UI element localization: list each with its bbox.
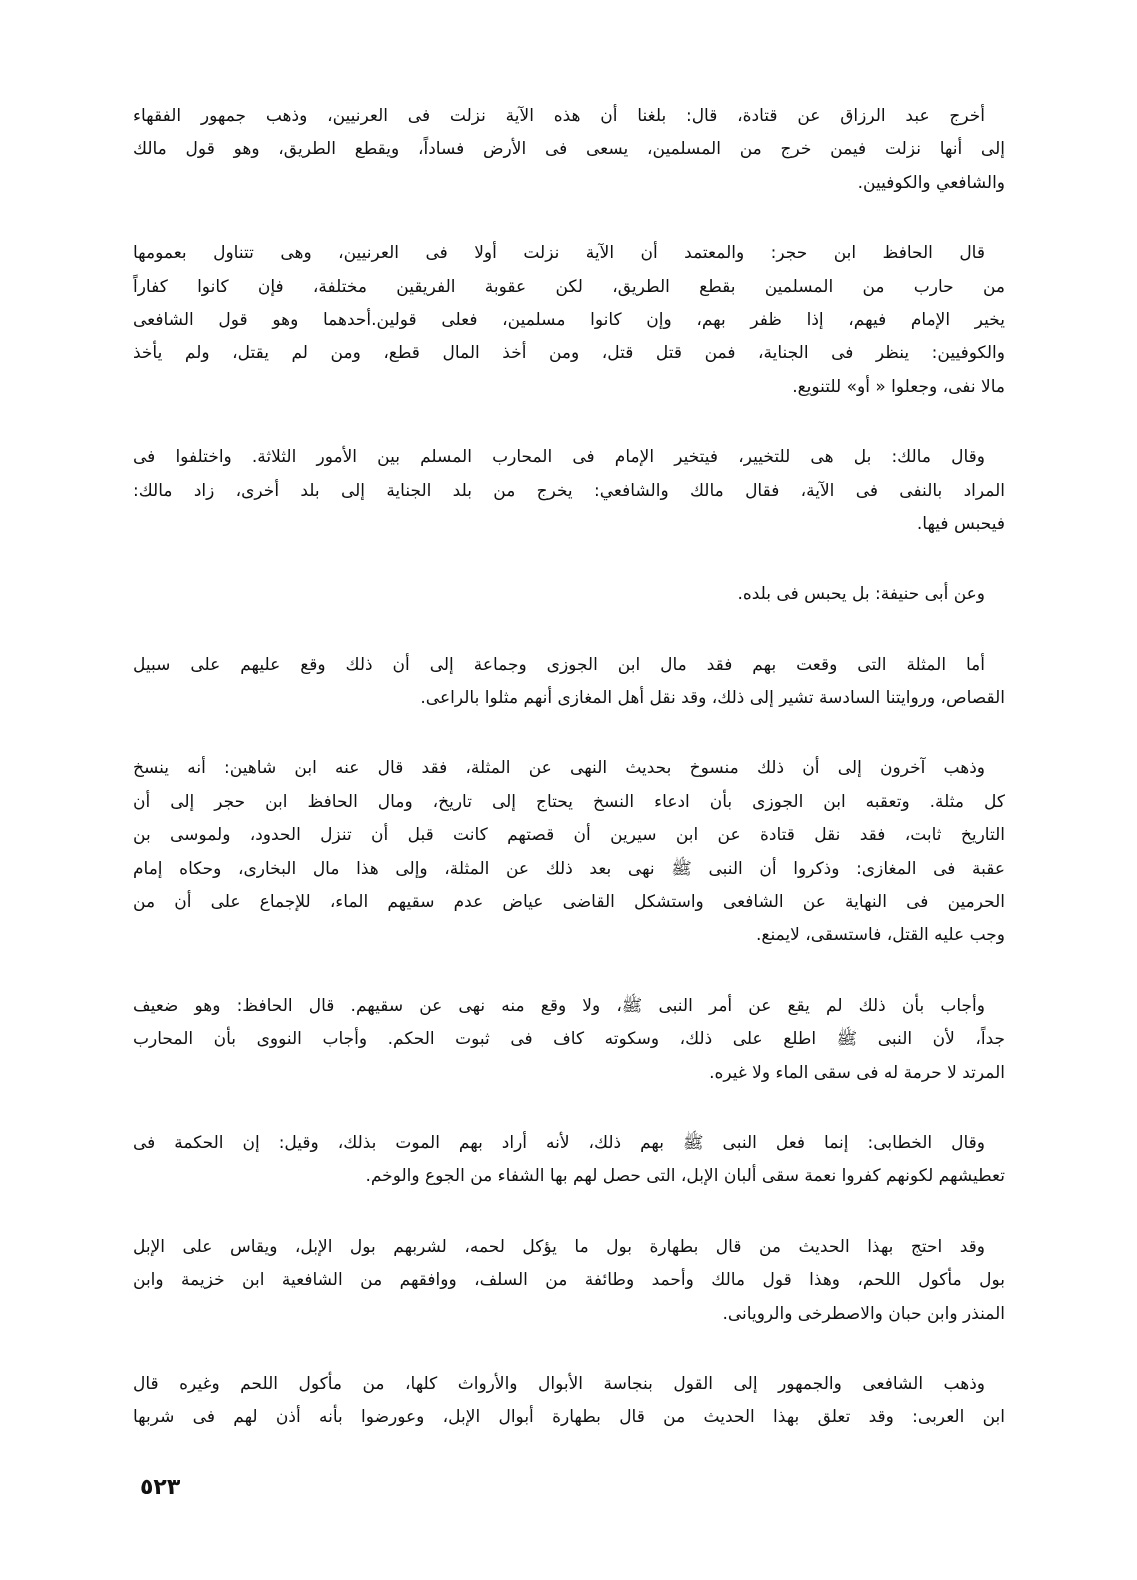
text-line: أما المثلة التى وقعت بهم فقد مال ابن الجوزى وجماعة إلى أن ذلك وقع عليهم على سبيل <box>133 654 985 675</box>
text-line: تعطيشهم لكونهم كفروا نعمة سقى ألبان الإبل، التى حصل لهم بها الشفاء من الجوع والوخم. <box>365 1166 1005 1187</box>
text-line: المرتد لا حرمة له فى سقى الماء ولا غيره. <box>709 1062 1005 1083</box>
text-line: جداً، لأن النبى ﷺ اطلع على ذلك، وسكوته كاف فى ثبوت الحكم. وأجاب النووى بأن المحارب <box>133 1029 1005 1050</box>
text-line: وذهب آخرون إلى أن ذلك منسوخ بحديث النهى عن المثلة، فقد قال عنه ابن شاهين: أنه ينسخ <box>133 758 985 779</box>
text-line: الحرمين فى النهاية عن الشافعى واستشكل القاضى عياض عدم سقيهم الماء، للإجماع على أن من <box>133 892 1005 913</box>
paragraph <box>133 1368 1005 1435</box>
text-line: أخرج عبد الرزاق عن قتادة، قال: بلغنا أن هذه الآية نزلت فى العرنيين، وذهب جمهور الفقهاء <box>133 106 985 126</box>
paragraph <box>133 1231 1005 1331</box>
text-line: كل مثلة. وتعقبه ابن الجوزى بأن ادعاء النسخ يحتاج إلى تاريخ، ومال الحافظ ابن حجر إلى أن <box>133 791 1005 812</box>
page-body <box>133 100 1005 1472</box>
paragraph <box>133 578 1005 611</box>
text-line: القصاص، وروايتنا السادسة تشير إلى ذلك، وقد نقل أهل المغازى أنهم مثلوا بالراعى. <box>420 688 1005 709</box>
text-line: فيحبس فيها. <box>916 513 1005 534</box>
paragraph <box>133 100 1005 200</box>
text-line: وجب عليه القتل، فاستسقى، لايمنع. <box>756 925 1005 946</box>
paragraph <box>133 990 1005 1090</box>
text-line: المنذر وابن حبان والاصطرخى والرويانى. <box>722 1303 1005 1324</box>
text-line: والكوفيين: ينظر فى الجناية، فمن قتل قتل، ومن أخذ المال قطع، ومن لم يقتل، ولم يأخذ <box>133 343 1005 364</box>
text-line: وأجاب بأن ذلك لم يقع عن أمر النبى ﷺ، ولا وقع منه نهى عن سقيهم. قال الحافظ: وهو ضعيف <box>133 995 985 1016</box>
text-line: التاريخ ثابت، فقد نقل قتادة عن ابن سيرين أن قصتهم كانت قبل أن تنزل الحدود، ولموسى بن <box>133 825 1005 846</box>
text-line: وعن أبى حنيفة: بل يحبس فى بلده. <box>737 584 985 605</box>
paragraph <box>133 649 1005 716</box>
page-number: ٥٢٣ <box>140 1475 181 1500</box>
text-line: يخير الإمام فيهم، إذا ظفر بهم، وإن كانوا مسلمين، فعلى قولين.أحدهما وهو قول الشافعى <box>133 309 1005 330</box>
text-line: وقد احتج بهذا الحديث من قال بطهارة بول ما يؤكل لحمه، لشربهم بول الإبل، ويقاس على الإبل <box>133 1236 985 1257</box>
text-line: وقال الخطابى: إنما فعل النبى ﷺ بهم ذلك، لأنه أراد بهم الموت بذلك، وقيل: إن الحكمة فى <box>133 1132 985 1153</box>
text-line: ابن العربى: وقد تعلق بهذا الحديث من قال بطهارة أبوال الإبل، وعورضوا بأنه أذن لهم فى شربها <box>133 1407 1005 1428</box>
paragraph <box>133 237 1005 404</box>
text-line: إلى أنها نزلت فيمن خرج من المسلمين، يسعى فى الأرض فساداً، ويقطع الطريق، وهو قول مالك <box>133 139 1005 160</box>
text-line: والشافعي والكوفيين. <box>857 172 1005 193</box>
text-line: مالا نفى، وجعلوا « أو» للتنويع. <box>792 376 1005 397</box>
text-line: من حارب من المسلمين بقطع الطريق، لكن عقوبة الفريقين مختلفة، فإن كانوا كفاراً <box>133 276 1005 297</box>
text-line: وقال مالك: بل هى للتخيير، فيتخير الإمام فى المحارب المسلم بين الأمور الثلاثة. واختلفوا فى <box>133 447 985 468</box>
text-line: وذهب الشافعى والجمهور إلى القول بنجاسة الأبوال والأرواث كلها، من مأكول اللحم وغيره قال <box>133 1373 985 1394</box>
paragraph <box>133 1127 1005 1194</box>
text-line: بول مأكول اللحم، وهذا قول مالك وأحمد وطائفة من السلف، ووافقهم من الشافعية ابن خزيمة وابن <box>133 1270 1005 1291</box>
text-line: المراد بالنفى فى الآية، فقال مالك والشافعي: يخرج من بلد الجناية إلى بلد أخرى، زاد مالك: <box>133 480 1005 501</box>
text-line: عقبة فى المغازى: وذكروا أن النبى ﷺ نهى بعد ذلك عن المثلة، وإلى هذا مال البخارى، وحكاه إمام <box>133 858 1005 879</box>
paragraph <box>133 752 1005 952</box>
paragraph <box>133 441 1005 541</box>
text-line: قال الحافظ ابن حجر: والمعتمد أن الآية نزلت أولا فى العرنيين، وهى تتناول بعمومها <box>133 243 985 264</box>
